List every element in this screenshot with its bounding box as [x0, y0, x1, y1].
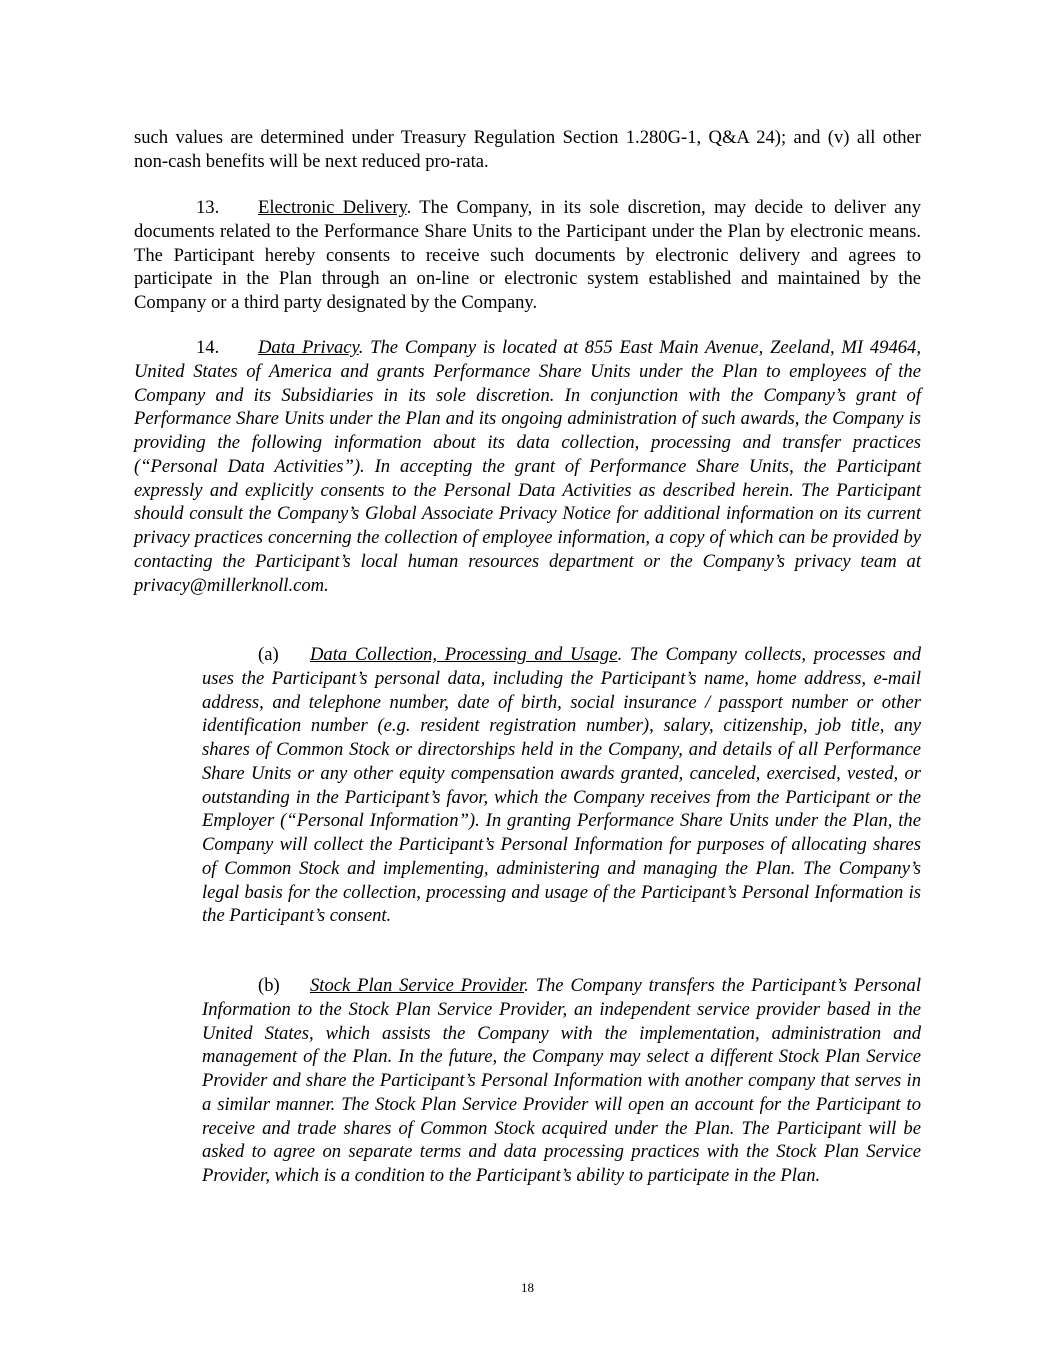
section-14-heading: Data Privacy [258, 337, 359, 358]
subsection-b-label: (b) [258, 975, 280, 996]
section-14-number: 14. [196, 337, 220, 358]
continuation-paragraph [134, 126, 921, 174]
section-14-paragraph [134, 336, 921, 597]
subsection-b-heading: Stock Plan Service Provider [310, 975, 525, 996]
subsection-b-body: . The Company transfers the Participant’s Personal Information to the Stock Plan Service Provider, an independent service provider based in the United States, which assists the Company with the implementation, administration and management of the Plan. In the future, the Company may select a different Stock Plan Service Provider and share the Participant’s Personal Information with another company that serves in a similar manner. The Stock Plan Service Provider will open an account for the Participant to receive and trade shares of Common Stock acquired under the Plan. The Participant will be asked to agree on separate terms and data processing practices with the Stock Plan Service Provider, which is a condition to the Participant’s ability to participate in the Plan. [202, 975, 921, 1186]
subsection-a-body: . The Company collects, processes and uses the Participant’s personal data, including the Participant’s name, home address, e-mail address, and telephone number, date of birth, social insurance / passport number or other identification number (e.g. resident registration number), salary, citizenship, job title, any shares of Common Stock or directorships held in the Company, and details of all Performance Share Units or any other equity compensation awards granted, canceled, exercised, vested, or outstanding in the Participant’s favor, which the Company receives from the Participant or the Employer (“Personal Information”). In granting Performance Share Units under the Plan, the Company will collect the Participant’s Personal Information for purposes of allocating shares of Common Stock and implementing, administering and managing the Plan. The Company’s legal basis for the collection, processing and usage of the Participant’s Personal Information is the Participant’s consent. [202, 644, 921, 927]
subsection-a-paragraph [202, 643, 921, 928]
continuation-text: such values are determined under Treasury Regulation Section 1.280G-1, Q&A 24); and (v) all other non-cash benefits will be next reduced pro-rata. [134, 127, 921, 172]
section-14-body: . The Company is located at 855 East Main Avenue, Zeeland, MI 49464, United States of America and grants Performance Share Units under the Plan to employees of the Company and its Subsidiaries in its sole discretion. In conjunction with the Company’s grant of Performance Share Units under the Plan and its ongoing administration of such awards, the Company is providing the following information about its data collection, processing and transfer practices (“Personal Data Activities”). In accepting the grant of Performance Share Units, the Participant expressly and explicitly consents to the Personal Data Activities as described herein. The Participant should consult the Company’s Global Associate Privacy Notice for additional information on its current privacy practices concerning the collection of employee information, a copy of which can be provided by contacting the Participant’s local human resources department or the Company’s privacy team at privacy@millerknoll.com. [134, 337, 921, 596]
section-13-heading: Electronic Delivery [258, 197, 407, 218]
subsection-b-paragraph [202, 974, 921, 1188]
section-13-body: . The Company, in its sole discretion, may decide to deliver any documents related to the Performance Share Units to the Participant under the Plan by electronic means. The Participant hereby consents to receive such documents by electronic delivery and agrees to participate in the Plan through an on-line or electronic system established and maintained by the Company or a third party designated by the Company. [134, 197, 921, 313]
subsection-a-label: (a) [258, 644, 279, 665]
section-13-number: 13. [196, 197, 220, 218]
section-13-paragraph [134, 196, 921, 315]
subsection-a-heading: Data Collection, Processing and Usage [310, 644, 618, 665]
page-number: 18 [521, 1280, 534, 1295]
